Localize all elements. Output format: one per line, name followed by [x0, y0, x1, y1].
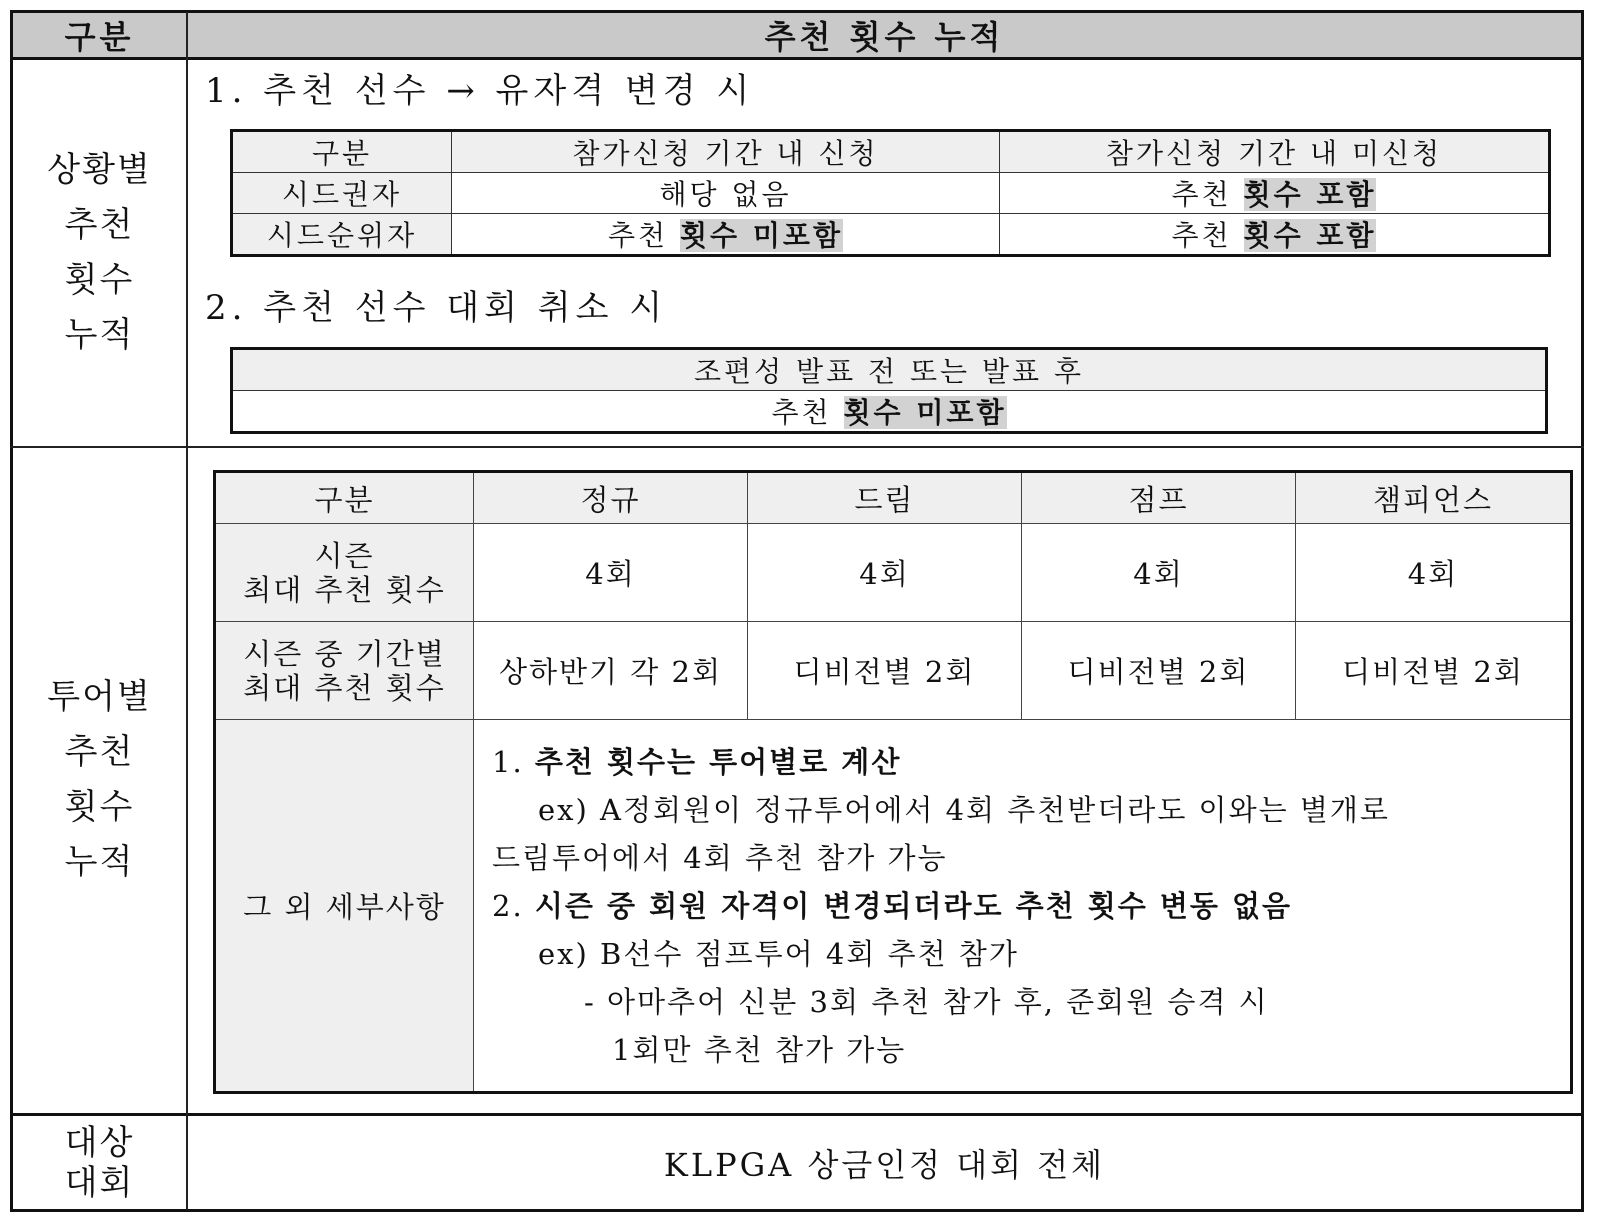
table-row: [232, 173, 1550, 214]
details-cell: [474, 720, 1572, 1093]
section2-label: [13, 448, 186, 1112]
table-cell: 4회: [1022, 524, 1296, 622]
table-header-row: [232, 131, 1550, 173]
detail-line: ex) A정회원이 정규투어에서 4회 추천받더라도 이와는 별개로: [538, 792, 1390, 827]
section2-label-line: 투어별: [47, 677, 152, 717]
detail-line: [492, 738, 1570, 786]
section1-label-line: 추천: [64, 205, 135, 245]
table-row: [232, 391, 1547, 433]
row-label: 시드권자: [232, 173, 452, 214]
table-row: [215, 524, 1572, 622]
table-cell: 디비전별 2회: [1296, 622, 1572, 720]
cell-text: 해당 없음: [659, 178, 792, 211]
detail-heading: 추천 횟수는 투어별로 계산: [534, 744, 902, 779]
table-row: [215, 622, 1572, 720]
table-cell: 디비전별 2회: [1022, 622, 1296, 720]
section1-label: [13, 60, 186, 446]
table-cell: 조편성 발표 전 또는 발표 후: [232, 349, 1547, 391]
column-header: 점프: [1022, 472, 1296, 524]
row-label: 그 외 세부사항: [215, 720, 474, 1093]
column-divider: [186, 12, 188, 1210]
column-header: 구분: [215, 472, 474, 524]
qualification-change-table: [230, 129, 1551, 257]
table-row: [215, 720, 1572, 1093]
column-header: 참가신청 기간 내 신청: [452, 131, 1000, 173]
column-header: 챔피언스: [1296, 472, 1572, 524]
cell-text: 추천: [1171, 219, 1244, 252]
table-cell: 4회: [748, 524, 1022, 622]
section3-label: [13, 1116, 186, 1210]
target-tournaments-value: KLPGA 상금인정 대회 전체: [663, 1146, 1106, 1184]
section1-label-line: 상황별: [47, 150, 152, 190]
section1-item2-title: 2. 추천 선수 대회 취소 시: [205, 288, 668, 328]
row-label-line: 시즌 중 기간별: [243, 636, 446, 671]
detail-number: 2.: [492, 888, 535, 923]
column-header: 구분: [232, 131, 452, 173]
detail-line: 드림투어에서 4회 추천 참가 가능: [492, 840, 948, 875]
column-header: 참가신청 기간 내 미신청: [1000, 131, 1550, 173]
row-label: 시드순위자: [232, 214, 452, 256]
cancellation-table: [230, 347, 1548, 434]
header-title: 추천 횟수 누적: [764, 18, 1005, 56]
tour-recommendation-table: [213, 470, 1573, 1094]
table-cell: [1000, 173, 1550, 214]
cell-text: 추천: [1171, 178, 1244, 211]
table-cell: [232, 391, 1547, 433]
detail-number: 1.: [492, 744, 535, 779]
header-category: 구분: [64, 18, 135, 56]
highlighted-text: 횟수 포함: [1243, 178, 1377, 211]
detail-line: ex) B선수 점프투어 4회 추천 참가: [538, 936, 1019, 971]
detail-heading: 시즌 중 회원 자격이 변경되더라도 추천 횟수 변동 없음: [534, 888, 1292, 923]
cell-text: 추천: [771, 396, 844, 429]
section3-label-line: 대회: [64, 1163, 135, 1203]
row-label-line: 최대 추천 횟수: [243, 572, 446, 607]
row-label: [215, 524, 474, 622]
cell-text: 추천: [608, 219, 680, 252]
table-header-row: [215, 472, 1572, 524]
highlighted-text: 횟수 미포함: [680, 219, 843, 252]
section1-divider: [10, 446, 1584, 448]
detail-line: [492, 882, 1570, 930]
section1-label-line: 횟수: [64, 260, 135, 300]
section2-label-line: 누적: [64, 842, 135, 882]
table-cell: 4회: [1296, 524, 1572, 622]
section2-label-line: 횟수: [64, 787, 135, 827]
table-row: [232, 349, 1547, 391]
row-label-line: 최대 추천 횟수: [243, 670, 446, 705]
highlighted-text: 횟수 미포함: [843, 396, 1007, 429]
section3-label-line: 대상: [64, 1123, 135, 1163]
detail-line: - 아마추어 신분 3회 추천 참가 후, 준회원 승격 시: [584, 984, 1269, 1019]
table-cell: [452, 173, 1000, 214]
row-label-line: 시즌: [314, 538, 375, 573]
highlighted-text: 횟수 포함: [1243, 219, 1377, 252]
table-cell: 상하반기 각 2회: [474, 622, 748, 720]
section1-item1-title: 1. 추천 선수 → 유자격 변경 시: [205, 71, 755, 111]
table-cell: [452, 214, 1000, 256]
table-cell: 디비전별 2회: [748, 622, 1022, 720]
section2-label-line: 추천: [64, 732, 135, 772]
column-header: 정규: [474, 472, 748, 524]
detail-line: 1회만 추천 참가 가능: [612, 1032, 907, 1067]
table-cell: 4회: [474, 524, 748, 622]
table-cell: [1000, 214, 1550, 256]
column-header: 드림: [748, 472, 1022, 524]
row-label: [215, 622, 474, 720]
section1-label-line: 누적: [64, 315, 135, 355]
table-row: [232, 214, 1550, 256]
